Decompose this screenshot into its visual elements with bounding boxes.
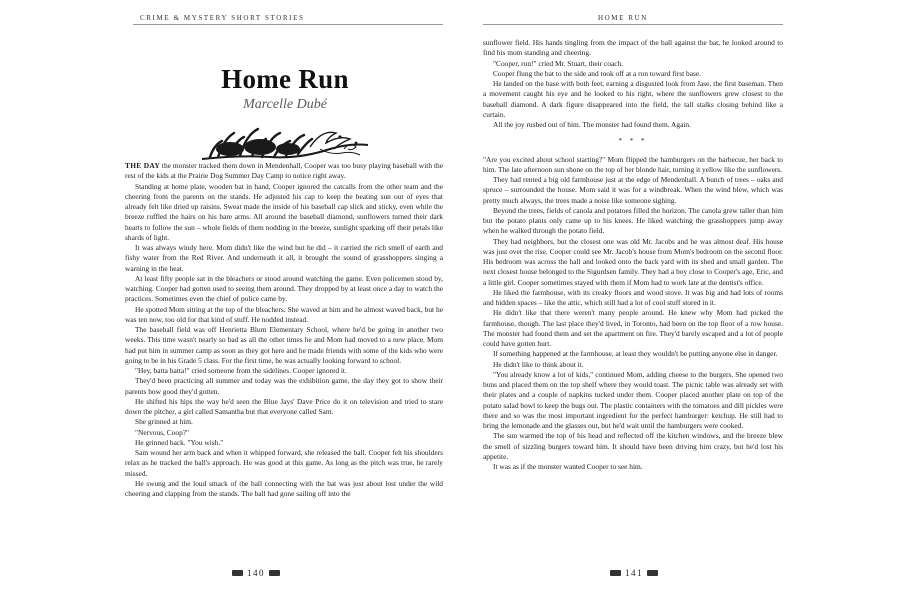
- paragraph: He liked the farmhouse, with its creaky floors and wood stove. It was big and had lots of rooms and hidden spaces – like the attic, which still had a lot of cool stuff stored in it.: [483, 287, 783, 307]
- paragraph: It was as if the monster wanted Cooper to see him.: [493, 462, 643, 471]
- paragraph: It was always windy here. Mom didn't like the wind but he did – it carried the rich smell of earth and fishy water from the Red River. And underneath it all, it brought the sound of grasshoppers singing a warning in the heat.: [125, 243, 443, 273]
- header-rule-right: [483, 24, 783, 25]
- paragraph: They had neighbors, but the closest one was old Mr. Jacobs and he was almost deaf. His house was just over the rise. Cooper could see Mr. Jacob's house from Mom's bedroom on the second floor. His bedroom was across the hall and looked onto the back yard with its shed and small garden. The next closest house belonged to the Sigurdsen family. They had a boy close to Cooper's age, Eric, and a little girl. Cooper sometimes stayed with them if Mom had to work late at the dentist's office.: [483, 236, 783, 287]
- paragraph: Beyond the trees, fields of canola and potatoes filled the horizon. The canola grew taller than him but the potato plants only came up to his knees. He liked watching the grasshoppers jump away when he walked through the potato field.: [483, 205, 783, 236]
- lead-in: THE DAY: [125, 161, 160, 170]
- paragraph: She grinned at him.: [135, 417, 193, 427]
- section-separator: * * *: [618, 137, 648, 146]
- paragraph: The baseball field was off Henrietta Blum Elementary School, where he'd be going in another two weeks. This time wasn't nearly so bad as all the other times he and Mom had moved to a new place. Mom had put him in summer camp as soon as they got here and he made friends with some of the kids who were going to be in his Grade 5 class. For the first time, he was actually looking forward to school.: [125, 325, 443, 365]
- paragraph: He swung and the loud smack of the ball connecting with the bat was just about lost under the wild cheering and clapping from the stands. The ball had gone sailing off into the: [125, 478, 443, 498]
- paragraph: "Cooper, run!" cried Mr. Stuart, their coach.: [493, 58, 624, 68]
- paragraph: "Are you excited about school starting?" Mom flipped the hamburgers on the barbecue, her back to him. The late afternoon sun shone on the top of her blonde hair, turning it yellow like the sunflowers.: [483, 154, 783, 174]
- page-number-right: [610, 568, 658, 578]
- paragraph: Sam wound her arm back and when it whipped forward, she released the ball. Cooper felt his shoulders relax as he tracked the ball's approach. He was good at this game. As long as the pitch was true, he rarely missed.: [125, 448, 443, 478]
- folio-ornament-icon: [232, 570, 243, 576]
- paragraph: "Hey, batta batta!" cried someone from the sidelines. Cooper ignored it.: [135, 366, 347, 375]
- page-number: 141: [625, 568, 643, 578]
- paragraph: He landed on the base with both feet, earning a disgusted look from Jase, the first baseman. Then a movement caught his eye and he looked to his right, where the sunflowers grew closest to the baseball diamond. A dark figure disappeared into the field, the tall stalks closing behind like a curtain.: [483, 79, 783, 119]
- story-title: Home Run: [221, 64, 349, 94]
- paragraph: He grinned back. "You wish.": [135, 437, 224, 447]
- running-head-left: CRIME & MYSTERY SHORT STORIES: [140, 14, 305, 22]
- paragraph: sunflower field. His hands tingling from the impact of the ball against the bat, he looked around to find his mom standing and cheering.: [483, 38, 783, 58]
- right-body-text: [483, 38, 783, 472]
- paragraph: He shifted his hips the way he'd seen the Blue Jays' Dave Price do it on television and tried to stare down the pitcher, a girl called Samantha but that everyone called Sam.: [125, 396, 443, 416]
- left-body-text: [125, 161, 443, 499]
- title-block: [135, 64, 435, 165]
- page-number-left: [232, 568, 280, 578]
- paragraph: He spotted Mom sitting at the top of the bleachers. She waved at him and he almost waved back, but he was ten now, too old for that kind of stuff. He nodded instead.: [125, 304, 443, 324]
- page-number: 140: [247, 568, 265, 578]
- paragraph: The sun warmed the top of his head and reflected off the kitchen windows, and the breeze blew the smell of sizzling burgers toward him. It should have been driving him crazy, but he'd lost his appetite.: [483, 431, 783, 461]
- author-name: Marcelle Dubé: [243, 97, 327, 112]
- paragraph: He didn't like to think about it.: [493, 359, 584, 369]
- folio-ornament-icon: [647, 570, 658, 576]
- paragraph: "Nervous, Coop?": [135, 427, 190, 437]
- paragraph: Cooper flung the bat to the side and took off at a run toward first base.: [493, 68, 701, 78]
- paragraph: At least fifty people sat in the bleachers or stood around watching the game. Even policemen stood by, watching. Cooper had gotten used to seeing them around. They dropped by at least once a day to watch the practices. Sometimes even the chief of police came by.: [125, 273, 443, 304]
- tree-silhouette-ornament-icon: [200, 119, 370, 165]
- paragraph: He didn't like that there weren't many people around. He knew why Mom had picked the farmhouse, though. The last place they'd lived, in Toronto, had been on the top floor of a row house. The monster had found them and set the apartment on fire. They'd barely escaped and a lot of people could have gotten hurt.: [483, 308, 783, 348]
- paragraph: If something happened at the farmhouse, at least they wouldn't be putting anyone else in danger.: [493, 349, 778, 359]
- folio-ornament-icon: [269, 570, 280, 576]
- paragraph: "You already know a lot of kids," continued Mom, adding cheese to the burgers. She opened two buns and placed them on the top shelf where they would toast. The picnic table was already set with their plates and a couple of napkins tucked under them. Cooper placed another plate on top of the potato salad bowl to keep the bugs out. The plastic containers with the tomatoes and dill pickles were there and so was the most important ingredient for the perfect hamburger: ketchup. He still had to bring the lemonade and the glasses out, but he'd wait until the hamburgers were cooked.: [483, 369, 783, 430]
- paragraph: They had rented a big old farmhouse just at the edge of Mendenhall. A bunch of trees – oaks and spruce – surrounded the house. Mom said it was for a windbreak. When the wind blew, which was pretty much always, the trees made a noise like someone sighing.: [483, 175, 783, 205]
- running-head-right: HOME RUN: [598, 14, 648, 22]
- paragraph: Standing at home plate, wooden bat in hand, Cooper ignored the catcalls from the other team and the cheering from the parents on the stands. He adjusted his cap to keep the beating sun out of eyes that already felt like dried up raisins. Sweat made the inside of his baseball cap slick and sticky, even while the breeze ruffled the hairs on his bare arms. All around the baseball diamond, sunflowers turned their dark hearts to follow the sun – whole fields of them nodding in the breeze, sunlight sparking off their petals like shards of light.: [125, 181, 443, 242]
- paragraph: They'd been practicing all summer and today was the exhibition game, the day they got to show their parents how good they'd gotten.: [125, 376, 443, 396]
- header-rule-left: [133, 24, 443, 25]
- folio-ornament-icon: [610, 570, 621, 576]
- paragraph: All the joy rushed out of him. The monster had found them. Again.: [493, 120, 691, 129]
- opening-paragraph: THE DAY the monster tracked them down in Mendenhall, Cooper was too busy playing baseball with the rest of the kids at the Prairie Dog Summer Day Camp to notice right away.: [125, 161, 443, 181]
